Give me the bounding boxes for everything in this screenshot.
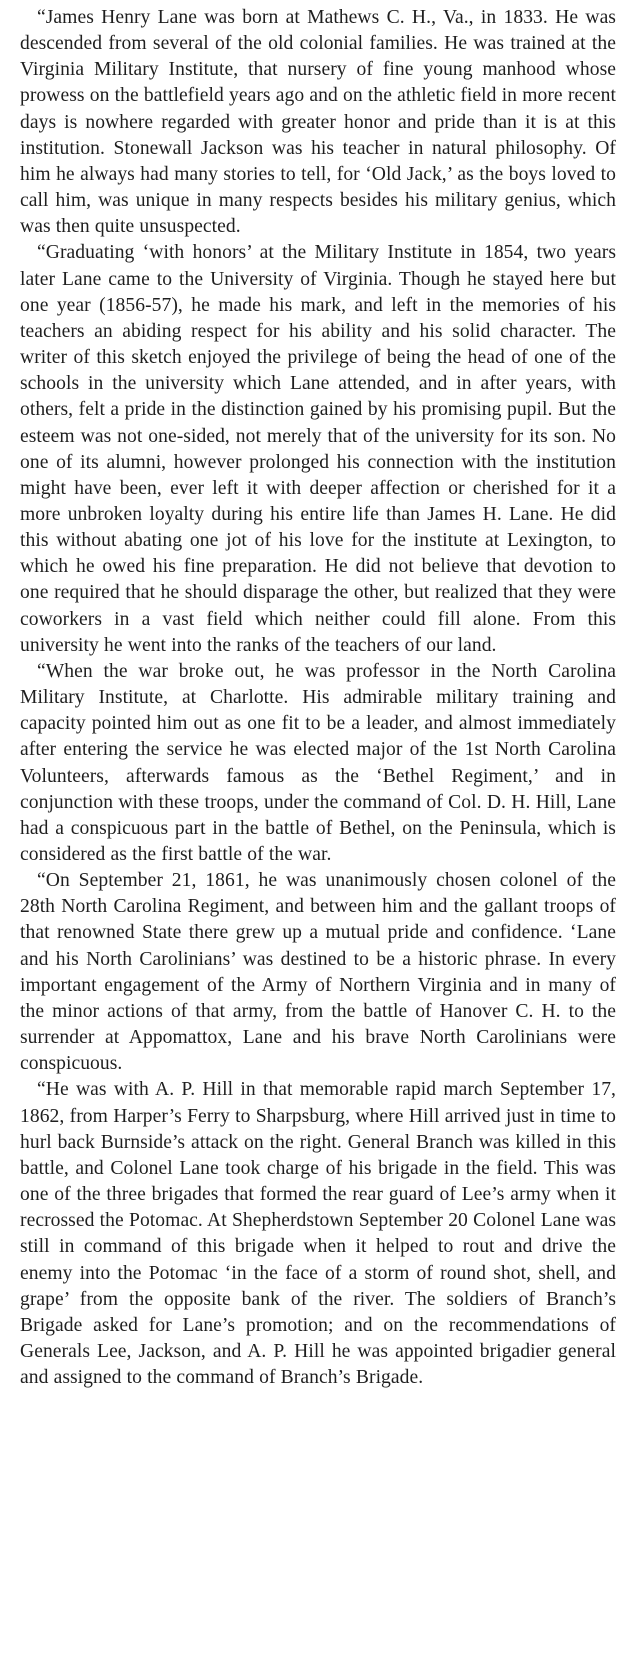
paragraph-sharpsburg-and-promotion: “He was with A. P. Hill in that memorable rapid march September 17, 1862, from Harper’s Ferry to Sharpsburg, where Hill arrived just in time to hurl back Burnside’s attack on the right. General Branch was killed in this battle, and Colonel Lane took charge of his brigade in the field. This was one of the three brigades that formed the rear guard of Lee’s army when it recrossed the Potomac. At Shepherdstown September 20 Colonel Lane was still in command of this brigade when it helped to rout and drive the enemy into the Potomac ‘in the face of a storm of round shot, shell, and grape’ from the opposite bank of the river. The soldiers of Branch’s Brigade asked for Lane’s promotion; and on the recommendations of Generals Lee, Jackson, and A. P. Hill he was appointed brigadier general and assigned to the command of Branch’s Brigade.	[20, 1079, 616, 1389]
paragraph-28th-regiment: “On September 21, 1861, he was unanimously chosen colonel of the 28th North Carolina Regiment, and between him and the gallant troops of that renowned State there grew up a mutual pride and confidence. ‘Lane and his North Carolinians’ was destined to be a historic phrase. In every important engagement of the Army of Northern Virginia and in many of the minor actions of that army, from the battle of Hanover C. H. to the surrender at Appomattox, Lane and his brave North Carolinians were conspicuous.	[20, 870, 616, 1075]
paragraph-war-outbreak: “When the war broke out, he was professor in the North Carolina Military Institute, at Charlotte. His admirable military training and capacity pointed him out as one fit to be a leader, and almost immediately after entering the service he was elected major of the 1st North Carolina Volunteers, afterwards famous as the ‘Bethel Regiment,’ and in conjunction with these troops, under the command of Col. D. H. Hill, Lane had a conspicuous part in the battle of Bethel, on the Peninsula, which is considered as the first battle of the war.	[20, 660, 616, 865]
paragraph-university-of-virginia: “Graduating ‘with honors’ at the Military Institute in 1854, two years later Lane came to the University of Virginia. Though he stayed here but one year (1856-57), he made his mark, and left in the memories of his teachers an abiding respect for his ability and his solid character. The writer of this sketch enjoyed the privilege of being the head of one of the schools in the university which Lane attended, and in after years, with others, felt a pride in the distinction gained by his promising pupil. But the esteem was not one-sided, not merely that of the university for its son. No one of its alumni, however prolonged his connection with the institution might have been, ever left it with deeper affection or cherished for it a more unbroken loyalty during his entire life than James H. Lane. He did this without abating one jot of his love for the institute at Lexington, to which he owed his fine preparation. He did not believe that devotion to one required that he should disparage the other, but realized that they were coworkers in a vast field which neither could fill alone. From this university he went into the ranks of the teachers of our land.	[20, 242, 616, 656]
paragraph-birth-and-education: “James Henry Lane was born at Mathews C. H., Va., in 1833. He was descended from several of the old colonial families. He was trained at the Virginia Military Institute, that nursery of fine young manhood whose prowess on the battlefield years ago and on the athletic field in more recent days is nowhere regarded with greater honor and pride than it is at this institution. Stonewall Jackson was his teacher in natural philosophy. Of him he always had many stories to tell, for ‘Old Jack,’ as the boys loved to call him, was unique in many respects besides his military genius, which was then quite unsuspected.	[20, 7, 616, 238]
